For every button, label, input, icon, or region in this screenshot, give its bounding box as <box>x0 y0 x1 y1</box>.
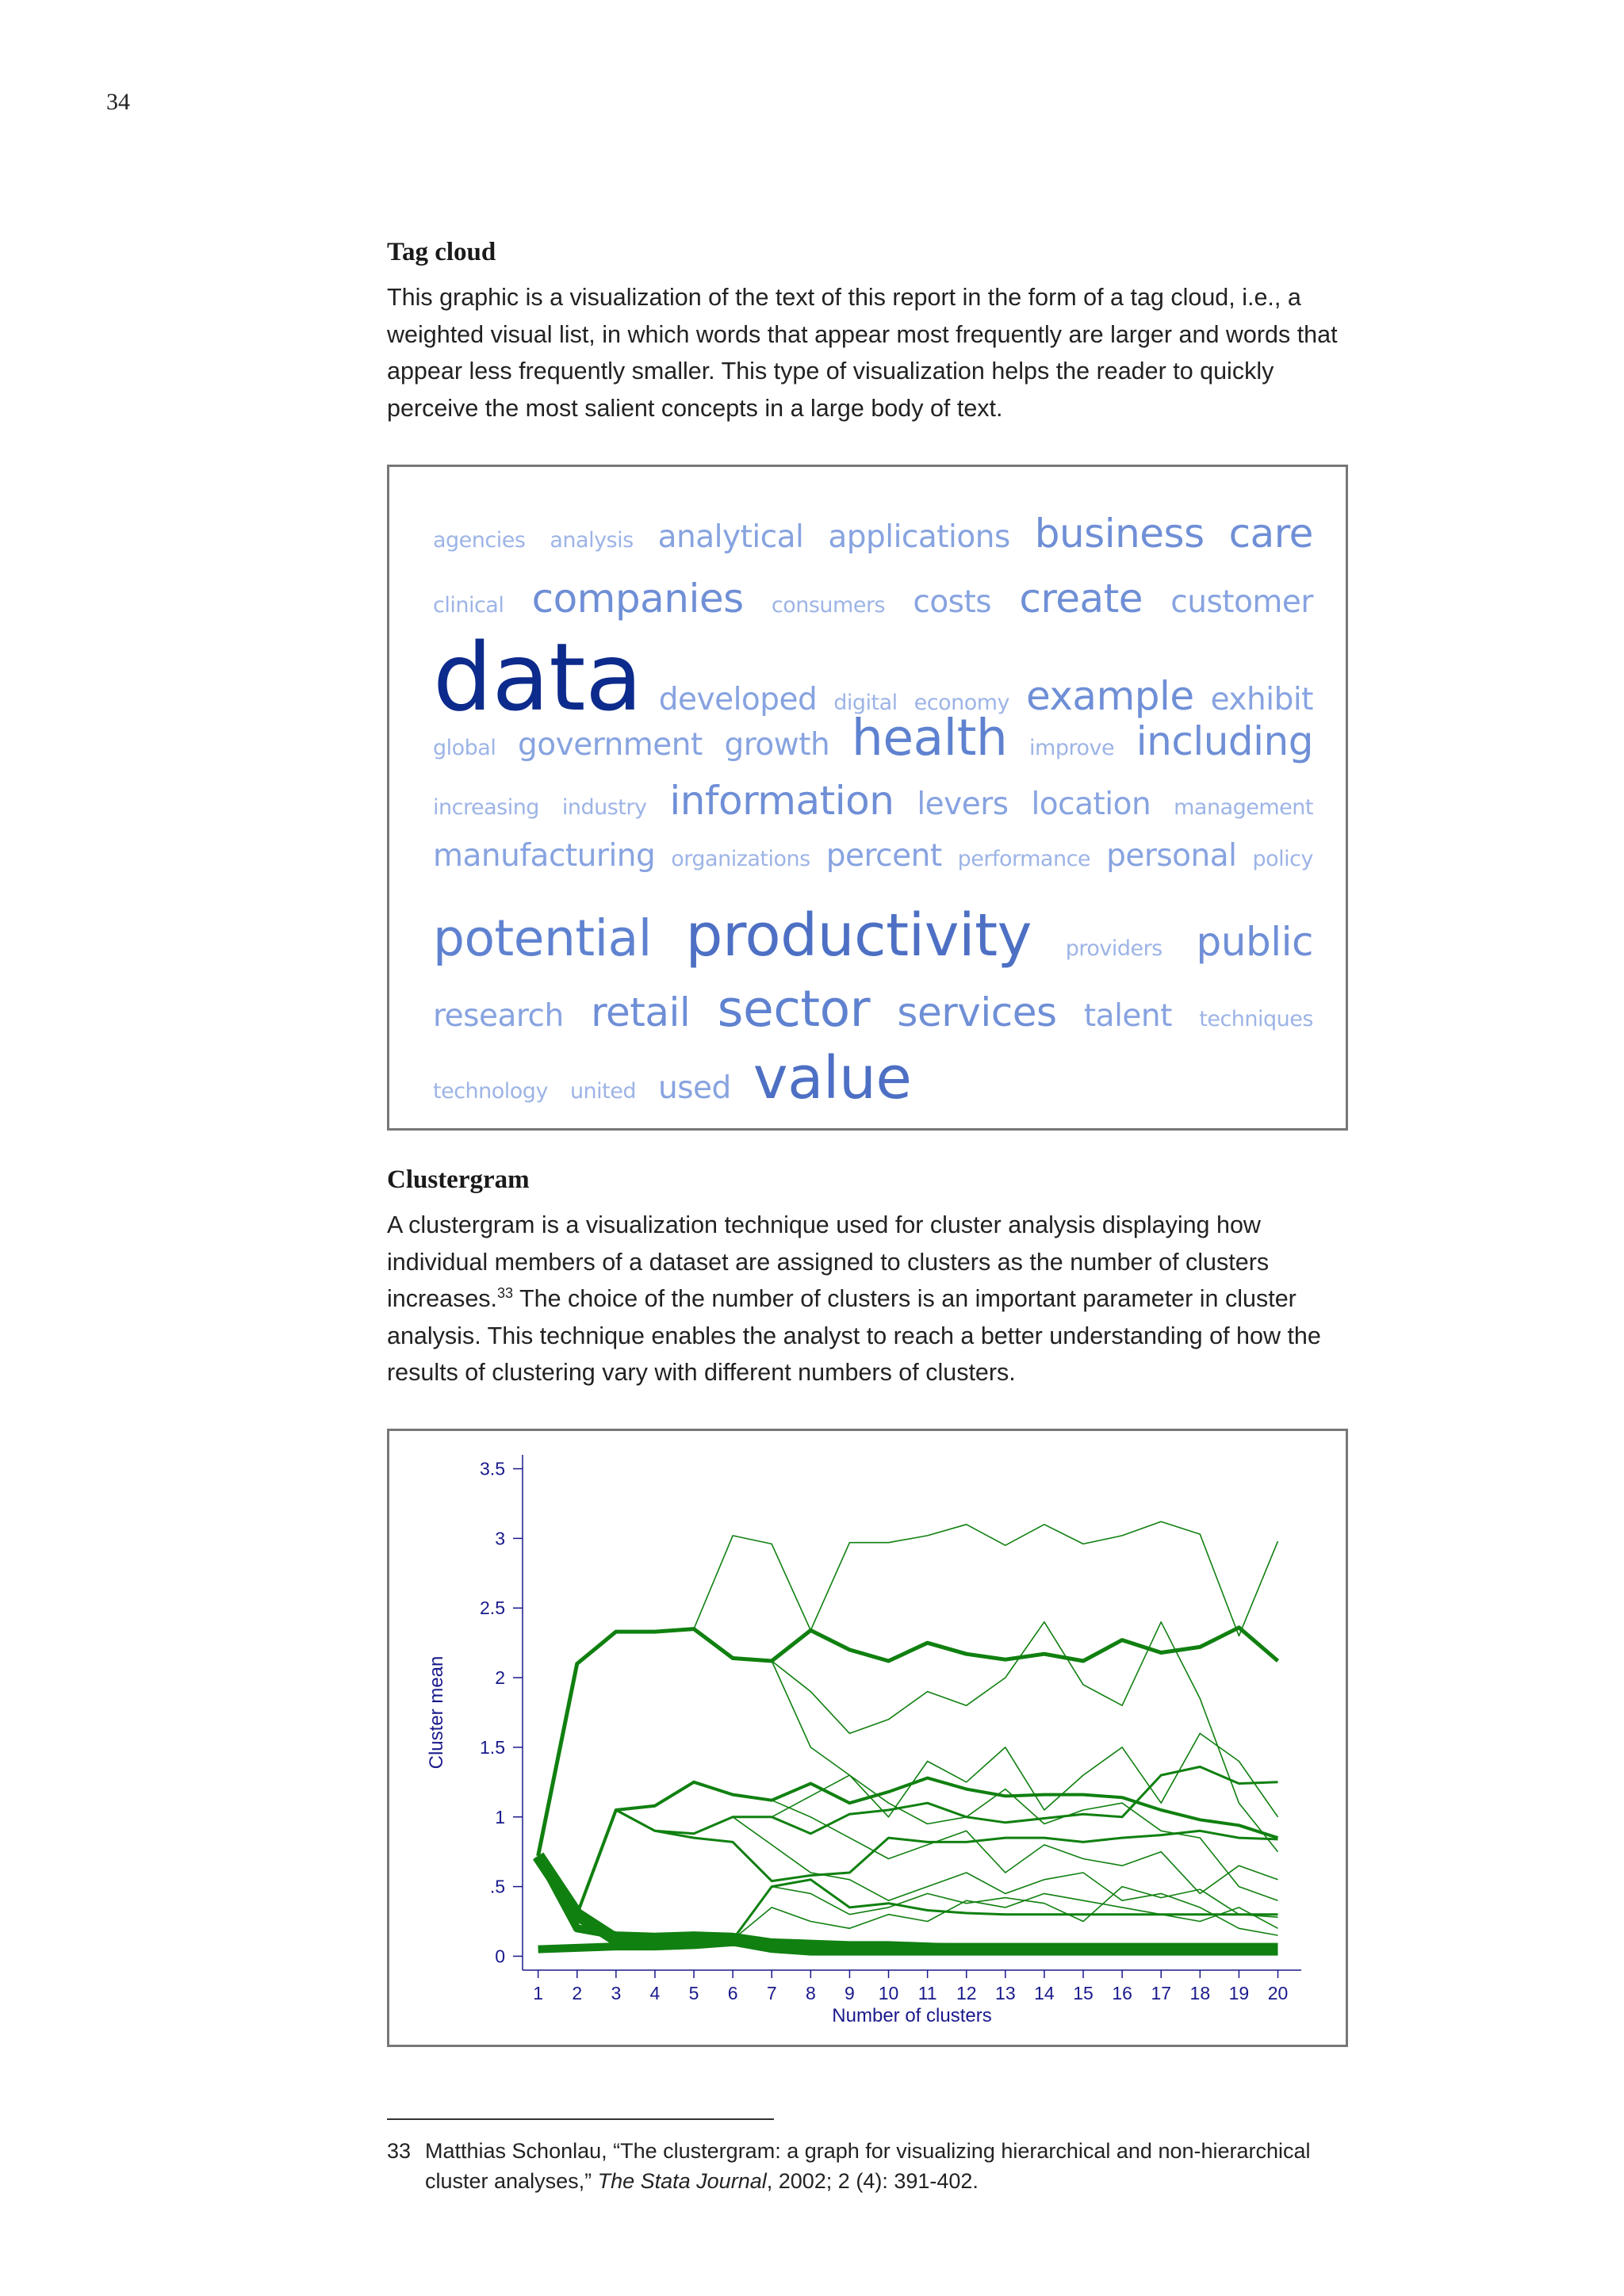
clustergram-chart <box>387 1429 1348 2047</box>
x-tick-label: 13 <box>995 1983 1016 2003</box>
tag-cloud-word: analytical <box>657 519 804 555</box>
x-tick-label: 14 <box>1034 1983 1055 2003</box>
tag-cloud-line <box>433 622 1313 732</box>
footnote-text-before: Matthias Schonlau, “The clustergram: a graph for visualizing hierarchical and non-hierarchical cluster analyses,” <box>425 2139 1311 2193</box>
tag-cloud-word: percent <box>825 838 942 874</box>
tag-cloud-line <box>433 709 1313 767</box>
x-tick-label: 16 <box>1112 1983 1132 2003</box>
tag-cloud-line <box>433 980 1313 1038</box>
tag-cloud-word: care <box>1228 511 1313 557</box>
x-tick-label: 9 <box>845 1983 855 2003</box>
tag-cloud-word: create <box>1019 576 1143 622</box>
cluster-path <box>538 1622 1278 1856</box>
tag-cloud-word: techniques <box>1199 1007 1313 1031</box>
x-tick-label: 15 <box>1073 1983 1094 2003</box>
x-tick-label: 8 <box>805 1983 816 2003</box>
tag-cloud-word: data <box>433 622 642 732</box>
y-tick-label: 2.5 <box>480 1598 505 1619</box>
tag-cloud-word: companies <box>531 576 744 622</box>
tag-cloud-word: customer <box>1170 584 1313 620</box>
tag-cloud-word: providers <box>1065 936 1162 961</box>
x-tick-label: 11 <box>917 1983 937 2003</box>
x-tick-label: 4 <box>649 1983 661 2003</box>
y-tick-label: 1.5 <box>480 1736 505 1758</box>
footnote-text <box>425 2136 1377 2196</box>
x-tick-label: 5 <box>688 1983 699 2003</box>
tag-cloud-line <box>433 901 1313 970</box>
y-tick-label: 1 <box>495 1806 505 1827</box>
cluster-path <box>538 1628 1278 1856</box>
tag-cloud-line <box>433 511 1313 557</box>
tag-cloud-word: developed <box>658 682 818 718</box>
tag-cloud-word: government <box>518 727 703 763</box>
clustergram-paragraph-text: A clustergram is a visualization technique used for cluster analysis displaying how individual members of a dataset are assigned to clusters as the number of clusters increases. <box>387 1211 1270 1312</box>
footnote-number: 33 <box>387 2139 412 2163</box>
tag-cloud-line <box>433 576 1313 622</box>
y-tick-label: 2 <box>495 1667 505 1689</box>
tag-cloud-word: research <box>433 998 564 1034</box>
y-tick-label: 3 <box>495 1528 505 1549</box>
tag-cloud-line <box>433 778 1313 824</box>
x-tick-label: 18 <box>1189 1983 1211 2003</box>
tag-cloud-word: value <box>753 1044 912 1112</box>
x-tick-label: 12 <box>956 1983 977 2003</box>
tag-cloud-word: personal <box>1106 838 1237 874</box>
x-tick-label: 3 <box>611 1983 622 2003</box>
clustergram-paragraph-text-continued: The choice of the number of clusters is an important parameter in cluster analysis. This technique enables the analyst to reach a better understanding of how the results of clustering vary with different numbers of clusters. <box>387 1285 1321 1386</box>
footnote-journal: The Stata Journal <box>597 2169 767 2193</box>
tag-cloud-word: manufacturing <box>433 838 656 874</box>
tag-cloud-word: economy <box>914 691 1009 715</box>
tag-cloud-word: exhibit <box>1210 682 1313 718</box>
page-number: 34 <box>106 89 130 115</box>
tag-cloud-word: retail <box>591 989 691 1035</box>
tag-cloud-word: potential <box>433 909 652 967</box>
tag-cloud-word: costs <box>913 584 992 620</box>
tag-cloud-word: levers <box>917 786 1009 822</box>
tag-cloud-line <box>433 1044 1313 1112</box>
x-tick-label: 10 <box>878 1983 899 2003</box>
tag-cloud-word: organizations <box>671 847 810 871</box>
tag-cloud-word: clinical <box>433 593 504 618</box>
footnote-reference[interactable]: 33 <box>497 1284 514 1301</box>
cluster-path <box>538 1856 1278 1940</box>
x-tick-label: 2 <box>572 1983 583 2003</box>
tag-cloud-word: information <box>669 778 894 824</box>
tag-cloud-word: consumers <box>771 593 886 618</box>
cluster-path <box>538 1810 1278 1915</box>
clustergram-paragraph <box>387 1207 1354 1391</box>
cluster-path <box>538 1856 1278 1940</box>
cluster-path <box>538 1856 1278 1940</box>
tag-cloud-word: used <box>658 1070 731 1106</box>
tag-cloud-word: sector <box>717 980 871 1038</box>
x-tick-label: 20 <box>1267 1983 1289 2003</box>
tag-cloud-word: growth <box>724 727 830 763</box>
x-tick-label: 7 <box>766 1983 777 2003</box>
tag-cloud-word: policy <box>1252 847 1313 871</box>
clustergram-svg <box>389 1431 1346 2045</box>
tag-cloud-word: talent <box>1083 998 1172 1034</box>
y-tick-label: .5 <box>489 1876 505 1897</box>
x-axis-label: Number of clusters <box>832 2005 992 2026</box>
tag-cloud-word: united <box>569 1079 636 1104</box>
tag-cloud-word: global <box>433 736 496 760</box>
x-tick-label: 6 <box>727 1983 738 2003</box>
footnote-rule <box>387 2118 774 2120</box>
tag-cloud-word: performance <box>957 847 1091 871</box>
y-tick-label: 3.5 <box>480 1458 505 1479</box>
tag-cloud-word: location <box>1031 786 1151 822</box>
tag-cloud-word: applications <box>828 519 1010 555</box>
tag-cloud-word: management <box>1174 795 1313 820</box>
tag-cloud-figure <box>387 465 1348 1131</box>
tag-cloud-word: agencies <box>433 528 526 553</box>
tag-cloud-line <box>433 838 1313 874</box>
tag-cloud-word: digital <box>833 691 898 715</box>
cluster-path <box>538 1629 1278 1856</box>
tag-cloud-word: business <box>1034 511 1205 557</box>
tag-cloud-word: increasing <box>433 795 539 820</box>
footnote-text-after: , 2002; 2 (4): 391-402. <box>766 2169 979 2193</box>
tag-cloud-word: improve <box>1029 736 1115 760</box>
tag-cloud-word: services <box>897 989 1057 1035</box>
tag-cloud-word: health <box>851 709 1008 767</box>
x-tick-label: 17 <box>1151 1983 1172 2003</box>
x-tick-label: 1 <box>533 1983 544 2003</box>
tag-cloud-word: analysis <box>550 528 634 553</box>
tag-cloud-word: productivity <box>685 901 1032 970</box>
tag-cloud-word: industry <box>561 795 647 820</box>
tag-cloud-word: example <box>1025 673 1194 719</box>
tag-cloud-word: public <box>1196 919 1313 965</box>
y-axis-label: Cluster mean <box>426 1655 447 1770</box>
tag-cloud-word: technology <box>433 1079 548 1104</box>
x-tick-label: 19 <box>1228 1983 1250 2003</box>
tag-cloud-title: Tag cloud <box>387 238 496 266</box>
tag-cloud-word: including <box>1136 718 1313 764</box>
y-tick-label: 0 <box>495 1946 505 1967</box>
tag-cloud-paragraph: This graphic is a visualization of the text of this report in the form of a tag cloud, i.e., a weighted visual list, in which words that appear most frequently are larger and words that appear less frequently smaller. This type of visualization helps the reader to quickly perceive the most salient concepts in a large body of text. <box>387 284 1338 422</box>
cluster-path <box>538 1782 1278 1915</box>
cluster-path <box>538 1856 1278 1950</box>
clustergram-title: Clustergram <box>387 1165 530 1194</box>
